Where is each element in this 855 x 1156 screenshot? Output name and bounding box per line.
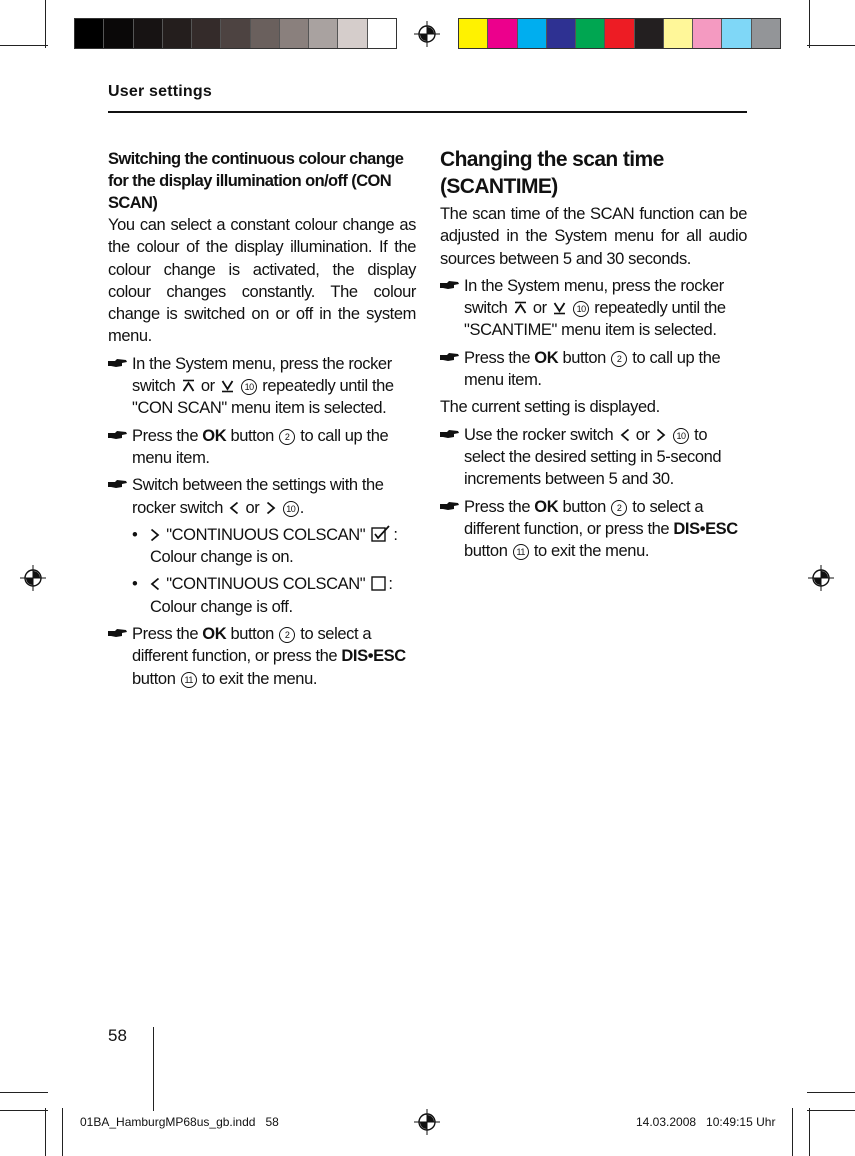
color-swatch: [518, 19, 547, 48]
dis-esc-key-label: DIS•ESC: [341, 647, 406, 666]
left-column: [108, 148, 416, 695]
step-text: to select the desired setting in 5-second increments between 5 and 30.: [464, 425, 722, 489]
button-number-badge: 10: [573, 301, 589, 317]
step-text: In the System menu, press the rocker switch: [464, 276, 724, 318]
color-swatch: [104, 19, 133, 48]
step-item: [108, 353, 416, 420]
button-number-badge: 10: [673, 428, 689, 444]
rocker-left-icon: [150, 577, 160, 591]
rocker-up-icon: [182, 379, 195, 393]
crop-mark: [45, 1108, 46, 1156]
gutter-line: [153, 1027, 154, 1111]
step-text: or: [532, 299, 547, 318]
pointing-hand-icon: [108, 428, 128, 442]
rocker-left-icon: [229, 501, 239, 515]
step-text: repeatedly until the "SCANTIME" menu item is selected.: [464, 299, 726, 340]
bullet: •: [132, 525, 138, 544]
pointing-hand-icon: [108, 626, 128, 640]
dis-esc-key-label: DIS•ESC: [673, 519, 738, 538]
step-text: to exit the menu.: [533, 542, 650, 561]
step-item: [440, 424, 747, 491]
rocker-down-icon: [553, 301, 566, 315]
step-item: [440, 275, 747, 342]
header-rule: [108, 111, 747, 113]
step-text: to select a different function, or press the: [132, 625, 372, 666]
page-number: 58: [108, 1026, 127, 1045]
crop-mark: [62, 1108, 63, 1156]
crop-mark: [809, 1108, 810, 1156]
option-label: "CONTINUOUS COLSCAN": [166, 575, 366, 594]
intro-paragraph: The scan time of the SCAN function can be adjusted in the System menu for all audio sources between 5 and 30 seconds.: [440, 205, 747, 268]
registration-mark-icon: [414, 21, 440, 47]
bullet: •: [132, 575, 138, 594]
option-description: : Colour change is off.: [150, 575, 393, 616]
page-header: User settings: [108, 83, 212, 100]
intro-paragraph: You can select a constant colour change as the colour of the display illumination. If the colour change is activated, the display colour changes constantly. The colour change is switched on or off in the system menu.: [108, 216, 416, 346]
footer-filename: 01BA_HamburgMP68us_gb.indd 58: [80, 1115, 279, 1129]
rocker-right-icon: [150, 528, 160, 542]
step-text: button: [562, 348, 606, 367]
step-item: [440, 347, 747, 392]
color-swatch: [605, 19, 634, 48]
color-swatch: [163, 19, 192, 48]
color-swatch: [75, 19, 104, 48]
step-text: to select a different function, or press the: [464, 497, 704, 538]
button-number-badge: 2: [611, 351, 627, 367]
checkbox-checked-icon: [371, 525, 391, 542]
step-item: [108, 425, 416, 470]
color-swatch: [576, 19, 605, 48]
rocker-left-icon: [620, 428, 630, 442]
color-swatch: [664, 19, 693, 48]
pointing-hand-icon: [108, 477, 128, 491]
pointing-hand-icon: [440, 278, 460, 292]
registration-mark-icon: [808, 565, 834, 591]
step-text: .: [299, 498, 304, 517]
option-description: : Colour change is on.: [150, 525, 398, 567]
step-item: [440, 496, 747, 563]
step-text: Press the: [132, 426, 199, 445]
step-item: [108, 623, 416, 690]
checkbox-empty-icon: [371, 576, 386, 591]
step-text: button: [230, 426, 274, 445]
crop-mark: [807, 1092, 855, 1093]
rocker-down-icon: [221, 379, 234, 393]
option-item: [108, 573, 416, 618]
crop-mark: [0, 1110, 48, 1111]
step-text: to call up the menu item.: [132, 426, 389, 467]
color-swatch: [693, 19, 722, 48]
step-text: Press the: [464, 497, 531, 516]
pointing-hand-icon: [440, 350, 460, 364]
pointing-hand-icon: [440, 499, 460, 513]
color-swatch: [368, 19, 396, 48]
grayscale-bar: [74, 18, 397, 49]
color-swatch: [251, 19, 280, 48]
crop-mark: [0, 1092, 48, 1093]
crop-mark: [809, 0, 810, 48]
step-text: button: [464, 542, 508, 561]
registration-mark-icon: [414, 1109, 440, 1135]
footer-timestamp: 14.03.2008 10:49:15 Uhr: [636, 1115, 776, 1129]
step-text: button: [562, 497, 606, 516]
rocker-up-icon: [514, 301, 527, 315]
crop-mark: [45, 0, 46, 48]
color-swatch: [192, 19, 221, 48]
color-swatch: [752, 19, 780, 48]
crop-mark: [807, 1110, 855, 1111]
color-swatch: [722, 19, 751, 48]
button-number-badge: 2: [279, 429, 295, 445]
option-item: [108, 524, 416, 569]
crop-mark: [792, 1108, 793, 1156]
ok-key-label: OK: [202, 625, 227, 644]
color-swatch: [547, 19, 576, 48]
pointing-hand-icon: [440, 427, 460, 441]
color-swatch: [221, 19, 250, 48]
registration-mark-icon: [20, 565, 46, 591]
step-text: repeatedly until the "CON SCAN" menu item is selected.: [132, 377, 394, 418]
color-swatch: [459, 19, 488, 48]
step-text: or: [200, 377, 215, 396]
step-item: [108, 474, 416, 519]
step-text: button: [230, 625, 274, 644]
step-text: In the System menu, press the rocker switch: [132, 354, 392, 396]
pointing-hand-icon: [108, 356, 128, 370]
step-text: Use the rocker switch: [464, 425, 614, 444]
step-text: to exit the menu.: [201, 669, 318, 688]
ok-key-label: OK: [202, 426, 227, 445]
button-number-badge: 11: [181, 672, 197, 688]
rocker-right-icon: [266, 501, 276, 515]
rocker-right-icon: [656, 428, 666, 442]
step-text: or: [635, 425, 650, 444]
button-number-badge: 10: [241, 379, 257, 395]
color-swatch: [338, 19, 367, 48]
step-text: Press the: [132, 625, 199, 644]
color-swatch: [134, 19, 163, 48]
crop-mark: [0, 45, 48, 46]
color-swatch: [280, 19, 309, 48]
right-column: [440, 148, 747, 567]
step-text: Switch between the settings with the rocker switch: [132, 476, 384, 517]
section-title-scantime: Changing the scan time (SCANTIME): [440, 148, 664, 198]
note-paragraph: The current setting is displayed.: [440, 398, 660, 417]
ok-key-label: OK: [534, 497, 559, 516]
color-swatch: [309, 19, 338, 48]
button-number-badge: 2: [611, 500, 627, 516]
option-label: "CONTINUOUS COLSCAN": [166, 525, 366, 544]
button-number-badge: 10: [283, 501, 299, 517]
step-text: Press the: [464, 348, 531, 367]
ok-key-label: OK: [534, 348, 559, 367]
color-swatch: [635, 19, 664, 48]
step-text: button: [132, 669, 176, 688]
button-number-badge: 11: [513, 544, 529, 560]
section-title-con-scan: Switching the continuous colour change for the display illumination on/off (CON SCAN): [108, 150, 404, 212]
color-swatch: [488, 19, 517, 48]
step-text: or: [245, 498, 260, 517]
step-text: to call up the menu item.: [464, 348, 721, 390]
button-number-badge: 2: [279, 627, 295, 643]
crop-mark: [807, 45, 855, 46]
color-bar: [458, 18, 781, 49]
